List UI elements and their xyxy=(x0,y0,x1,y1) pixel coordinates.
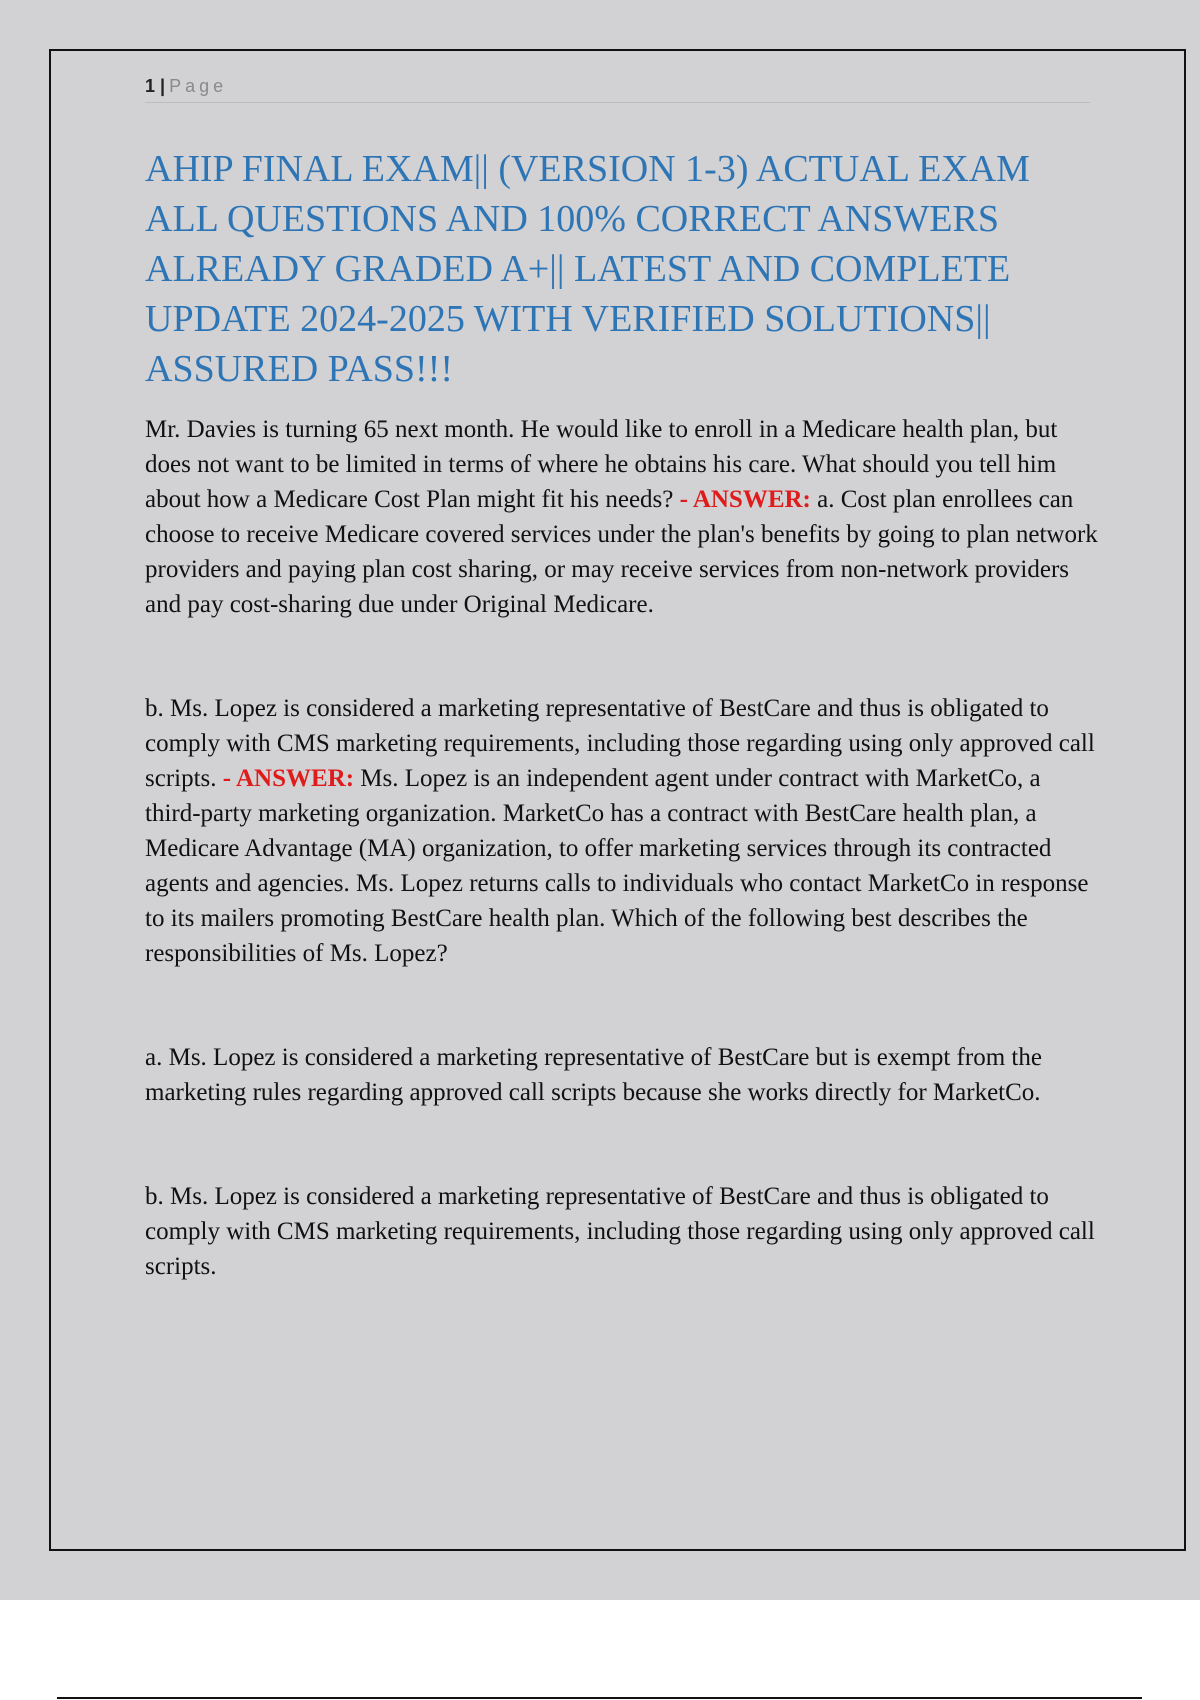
page-separator: | xyxy=(160,76,166,96)
page-header xyxy=(145,74,1090,103)
document-title: AHIP FINAL EXAM|| (VERSION 1-3) ACTUAL EXAM ALL QUESTIONS AND 100% CORRECT ANSWERS ALREADY GRADED A+|| LATEST AND COMPLETE UPDATE 2024-2025 WITH VERIFIED SOLUTIONS|| ASSURED PASS!!! xyxy=(145,148,1030,390)
bottom-divider xyxy=(57,1697,1142,1699)
answer-text: Ms. Lopez is an independent agent under contract with MarketCo, a third-party marketing organization. MarketCo has a contract with BestCare health plan, a Medicare Advantage (MA) organization, to offer marketing services through its contracted agents and agencies. Ms. Lopez returns calls to individuals who contact MarketCo in response to its mailers promoting BestCare health plan. Which of the following best describes the responsibilities of Ms. Lopez? xyxy=(145,765,1089,967)
answer-label: - ANSWER: xyxy=(222,765,355,792)
option-a: a. Ms. Lopez is considered a marketing representative of BestCare but is exempt from the marketing rules regarding approved call scripts because she works directly for MarketCo. xyxy=(145,1044,1042,1106)
question-block-1 xyxy=(145,412,1100,622)
question-block-2 xyxy=(145,691,1100,971)
question-text: b. Ms. Lopez is considered a marketing representative of BestCare and thus is obligated to comply with CMS marketing requirements, including those regarding using only approved call scripts. xyxy=(145,695,1095,792)
option-b: b. Ms. Lopez is considered a marketing representative of BestCare and thus is obligated to comply with CMS marketing requirements, including those regarding using only approved call scripts. xyxy=(145,1183,1095,1280)
page-number: 1 xyxy=(145,76,156,96)
answer-text: a. Cost plan enrollees can choose to receive Medicare covered services under the plan's benefits by going to plan network providers and paying plan cost sharing, or may receive services from non-network providers and pay cost-sharing due under Original Medicare. xyxy=(145,486,1098,618)
question-text: Mr. Davies is turning 65 next month. He would like to enroll in a Medicare health plan, but does not want to be limited in terms of where he obtains his care. What should you tell him about how a Medicare Cost Plan might fit his needs? xyxy=(145,416,1058,513)
document-body xyxy=(145,412,1100,1284)
answer-label: - ANSWER: xyxy=(679,486,811,513)
page-label: Page xyxy=(169,76,228,96)
